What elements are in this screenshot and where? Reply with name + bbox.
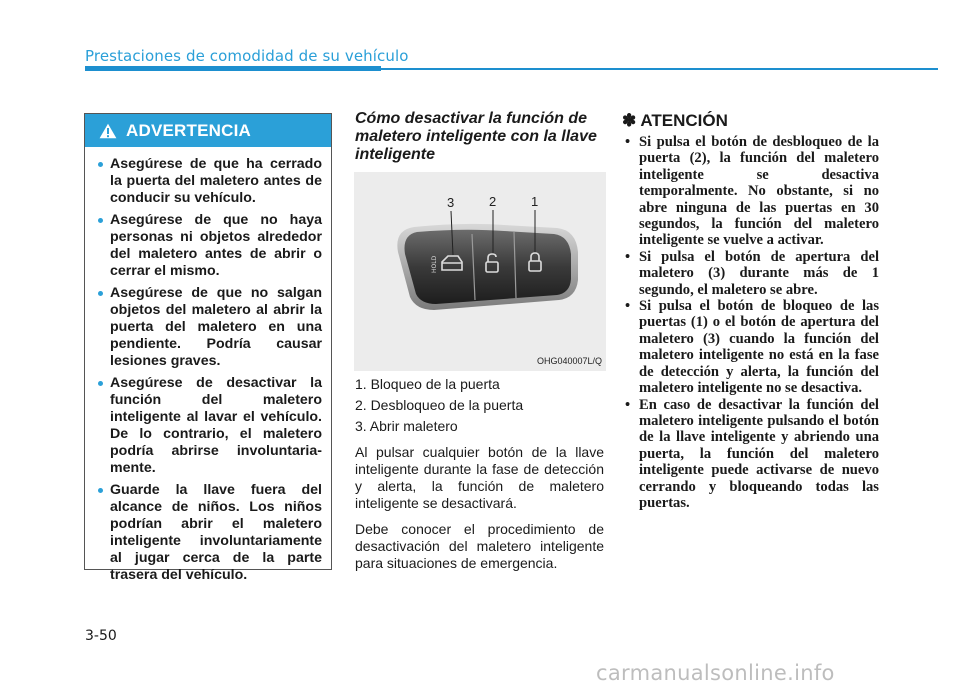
warning-header bbox=[85, 114, 331, 147]
warning-item: Guarde la llave fuera del alcance de niños. Los niños podrían abrir el maletero inteligente involuntariamente al jugar cerca de la parte trasera del vehículo. bbox=[98, 482, 322, 584]
warning-item: Asegúrese de desactivar la función del maletero inteligente al lavar el vehículo. De lo contrario, el maletero podría abrirse involuntaria-mente. bbox=[98, 375, 322, 477]
attention-heading: ✽ ATENCIÓN bbox=[622, 111, 728, 130]
attention-item: • En caso de desactivar la función del maletero inteligente pulsando el botón de la llave inteligente y abriendo una puerta, la función del maletero inteligente puede activarse de nuevo cerrando y bloqueando todas las puertas. bbox=[622, 397, 879, 512]
section-title: Cómo desactivar la función de maletero inteligente con la llave inteligente bbox=[355, 110, 597, 163]
button-legend-item: 1. Bloqueo de la puerta bbox=[355, 376, 500, 392]
attention-item: • Si pulsa el botón de bloqueo de las puertas (1) o el botón de apertura del maletero (3) cuando la función del maletero inteligente no está en la fase de detección y alerta, la función del maletero inteligente no se desactiva. bbox=[622, 298, 879, 396]
callout-label-1: 1 bbox=[531, 194, 539, 209]
figure-code: OHG040007L/Q bbox=[536, 356, 602, 366]
attention-list bbox=[622, 134, 879, 511]
smart-key-figure bbox=[354, 172, 606, 371]
header-rule-thick bbox=[85, 66, 381, 71]
warning-heading: ADVERTENCIA bbox=[126, 120, 251, 140]
watermark: carmanualsonline.info bbox=[596, 661, 835, 685]
warning-item: Asegúrese de que no salgan objetos del maletero al abrir la puerta del maletero en una pendiente. Podría causar lesiones graves. bbox=[98, 285, 322, 370]
smart-key-illustration bbox=[354, 172, 606, 371]
body-paragraph: Al pulsar cualquier botón de la llave inteligente durante la fase de detección y alerta, la función de maletero inteligente se desactivará. bbox=[355, 444, 604, 511]
warning-box bbox=[84, 113, 332, 583]
warning-list bbox=[85, 147, 331, 584]
button-legend-item: 3. Abrir maletero bbox=[355, 418, 458, 434]
hold-label: HOLD bbox=[431, 255, 438, 273]
warning-item: Asegúrese de que ha cerrado la puerta del maletero antes de conducir su vehículo. bbox=[98, 156, 322, 207]
warning-item: Asegúrese de que no haya personas ni objetos alrededor del maletero antes de abrir o cerrar el mismo. bbox=[98, 212, 322, 280]
header-rule-thin bbox=[381, 68, 938, 70]
middle-text bbox=[355, 376, 604, 572]
button-legend-item: 2. Desbloqueo de la puerta bbox=[355, 397, 524, 413]
attention-item: • Si pulsa el botón de apertura del maletero (3) durante más de 1 segundo, el maletero se abre. bbox=[622, 249, 879, 298]
body-paragraph: Debe conocer el procedimiento de desactivación del maletero inteligente para situaciones de emergencia. bbox=[355, 521, 604, 571]
attention-item: • Si pulsa el botón de desbloqueo de la puerta (2), la función del maletero inteligente se desactiva temporalmente. No obstante, si no abre ninguna de las puertas en 30 segundos, la función del maletero inteligente se vuelve a activar. bbox=[622, 134, 879, 249]
page-header-title: Prestaciones de comodidad de su vehículo bbox=[85, 47, 409, 65]
callout-label-3: 3 bbox=[447, 195, 455, 210]
callout-label-2: 2 bbox=[489, 194, 497, 209]
warning-triangle-icon bbox=[99, 123, 117, 139]
page-number: 3-50 bbox=[85, 628, 117, 644]
